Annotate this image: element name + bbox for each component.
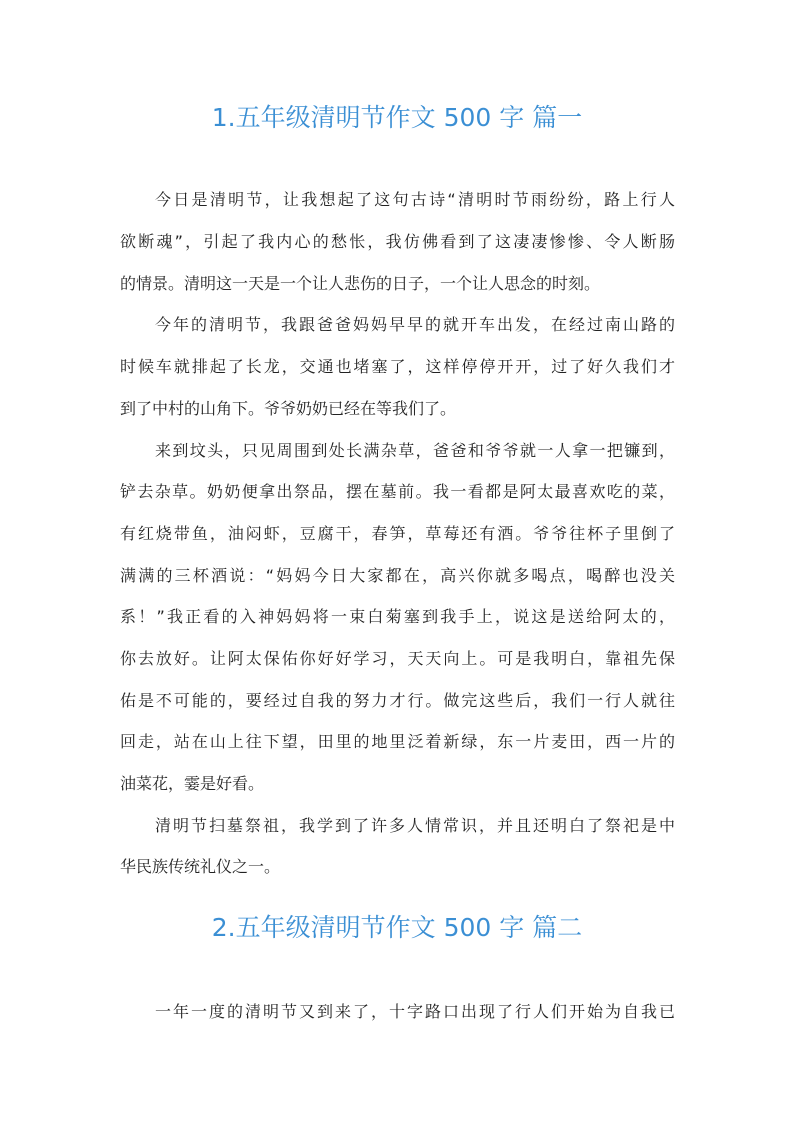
paragraph-line: 系！”我正看的入神妈妈将一束白菊塞到我手上，说这是送给阿太的， <box>120 607 675 626</box>
section-2-heading: 2.五年级清明节作文 500 字 篇二 <box>211 913 583 942</box>
paragraph-line: 清明节扫墓祭祖，我学到了许多人情常识，并且还明白了祭祀是中 <box>155 816 675 835</box>
paragraph-line: 的情景。清明这一天是一个让人悲伤的日子，一个让人思念的时刻。 <box>120 274 601 293</box>
paragraph-line: 时候车就排起了长龙，交通也堵塞了，这样停停开开，过了好久我们才 <box>120 357 675 376</box>
paragraph-line: 今年的清明节，我跟爸爸妈妈早早的就开车出发，在经过南山路的 <box>155 315 675 334</box>
paragraph-line: 你去放好。让阿太保佑你好好学习，天天向上。可是我明白，靠祖先保 <box>120 649 675 668</box>
paragraph-line: 欲断魂”，引起了我内心的愁怅，我仿佛看到了这凄凄惨惨、令人断肠 <box>120 232 675 251</box>
paragraph-line: 今日是清明节，让我想起了这句古诗“清明时节雨纷纷，路上行人 <box>155 190 675 209</box>
paragraph-line: 到了中村的山角下。爷爷奶奶已经在等我们了。 <box>120 399 457 418</box>
section-1-heading: 1.五年级清明节作文 500 字 篇一 <box>211 103 583 132</box>
paragraph-line: 油菜花，霎是好看。 <box>120 774 265 793</box>
paragraph-line: 满满的三杯酒说：“妈妈今日大家都在，高兴你就多喝点，喝醉也没关 <box>120 566 675 585</box>
paragraph-line: 铲去杂草。奶奶便拿出祭品，摆在墓前。我一看都是阿太最喜欢吃的菜， <box>120 482 675 501</box>
paragraph-line: 有红烧带鱼，油闷虾，豆腐干，春笋，草莓还有酒。爷爷往杯子里倒了 <box>120 524 675 543</box>
paragraph-line: 佑是不可能的，要经过自我的努力才行。做完这些后，我们一行人就往 <box>120 691 675 710</box>
paragraph-line: 一年一度的清明节又到来了，十字路口出现了行人们开始为自我已 <box>155 1002 675 1021</box>
paragraph-line: 华民族传统礼仪之一。 <box>120 857 281 876</box>
paragraph-line: 来到坟头，只见周围到处长满杂草，爸爸和爷爷就一人拿一把镰到， <box>155 441 675 460</box>
paragraph-line: 回走，站在山上往下望，田里的地里泛着新绿，东一片麦田，西一片的 <box>120 732 675 751</box>
